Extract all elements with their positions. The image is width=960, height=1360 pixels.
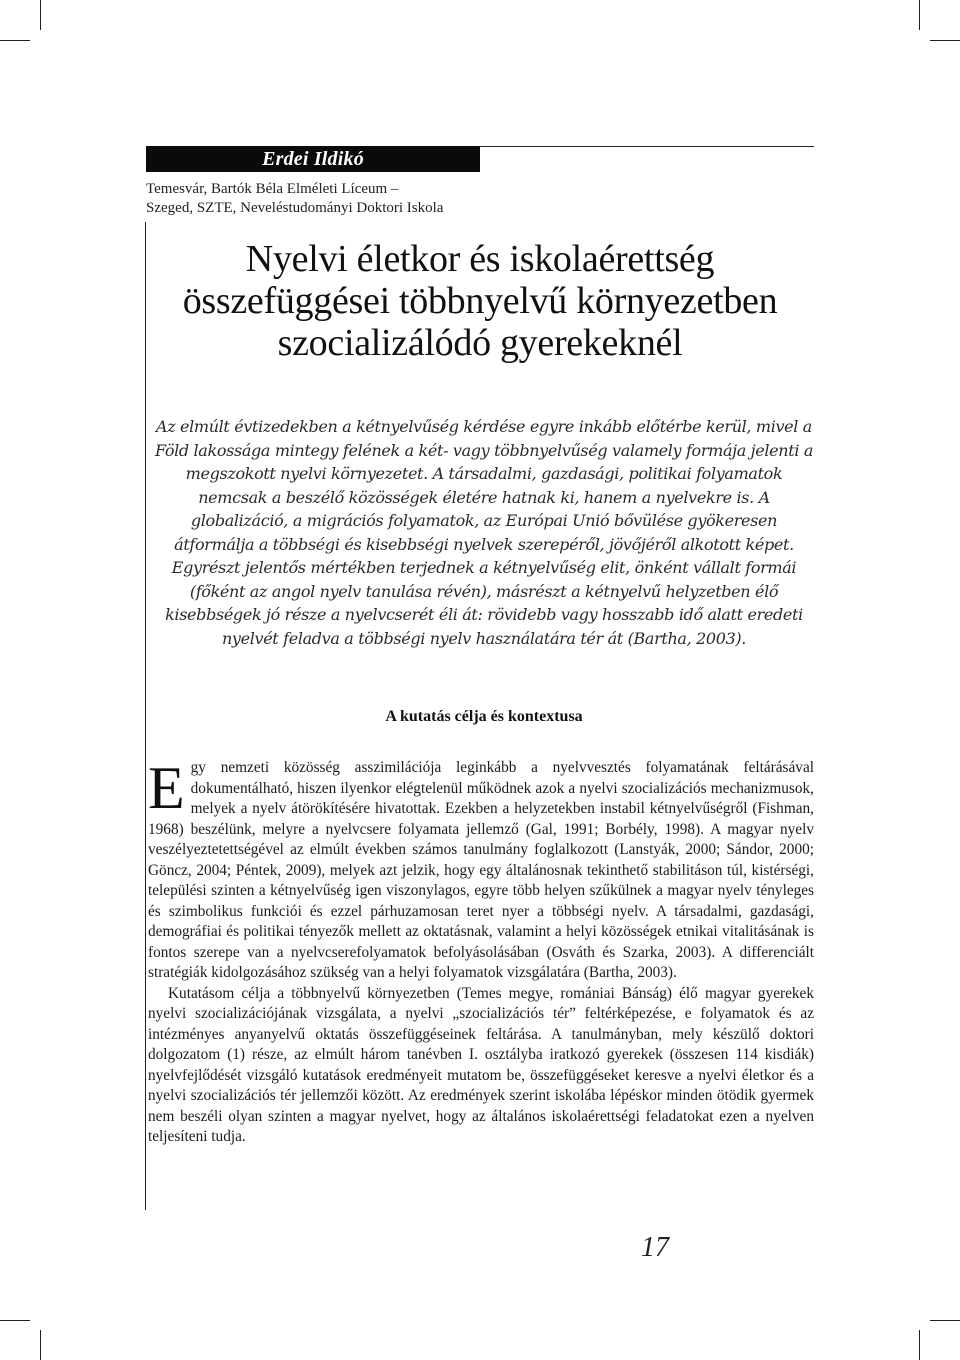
page-number: 17 bbox=[641, 1232, 669, 1263]
article-title: Nyelvi életkor és iskolaérettség összefüggései többnyelvű környezetben szocializálódó gyerekeknél bbox=[182, 238, 778, 364]
crop-mark bbox=[930, 1320, 960, 1321]
crop-mark bbox=[930, 40, 960, 41]
body-text bbox=[148, 755, 814, 1148]
crop-mark bbox=[40, 0, 41, 30]
crop-mark bbox=[919, 0, 920, 30]
affiliation-line: Temesvár, Bartók Béla Elméleti Líceum – bbox=[146, 181, 399, 197]
crop-mark bbox=[919, 1330, 920, 1360]
affiliation-line: Szeged, SZTE, Neveléstudományi Doktori Iskola bbox=[146, 200, 444, 216]
author-affiliation bbox=[146, 180, 646, 218]
drop-cap: E bbox=[148, 755, 185, 821]
crop-mark bbox=[0, 40, 30, 41]
paragraph-text: gy nemzeti közösség asszimilációja leginkább a nyelvvesztés folyamatának feltárásával dokumentálható, hiszen ilyenkor elégtelenül működnek azok a nyelvi szocializációs mechanizmusok, melyek a nyelv átörökítésére hivatottak. Ezekben a helyzetekben instabil kétnyelvűségről (Fishman, 1968) beszélünk, melyre a nyelvcsere folyamata jellemző (Gal, 1991; Borbély, 1998). A magyar nyelv veszélyeztetettségével az elmúlt években számos tanulmány foglalkozott (Lanstyák, 2000; Sándor, 2000; Göncz, 2004; Péntek, 2009), melyek azt jelzik, hogy egy általánosnak tekinthető stabilitáson túl, kistérségi, települési szinten a kétnyelvűség igen viszonylagos, egyre több helyen szűkülnek a magyar nyelv tényleges és szimbolikus funkciói és ezzel párhuzamosan teret nyer a többségi nyelv. A társadalmi, gazdasági, demográfiai és politikai tényezők mellett az oktatásnak, valamint a helyi közösségek etnikai vitalitásának is fontos szerepe van a nyelvcserefolyamatok befolyásolásában (Osváth és Szarka, 2003). A differenciált stratégiák kidolgozásához szükség van a helyi folyamatok vizsgálatára (Bartha, 2003). bbox=[148, 759, 814, 981]
paragraph: Kutatásom célja a többnyelvű környezetben (Temes megye, romániai Bánság) élő magyar gyerekek nyelvi szocializációjának vizsgálata, a nyelvi „szocializációs tér” feltérképezése, e folyamatok és az intézményes anyanyelvű oktatás összefüggéseinek feltárása. A tanulmányban, mely készülő doktori dolgozatom (1) része, az elmúlt három tanévben I. osztályba iratkozó gyerekek (összesen 114 kisdiák) nyelvfejlődését vizsgáló kutatások eredményeit mutatom be, összefüggéseket keresve a nyelvi életkor és a nyelvi szocializációs tér jellemzői között. Az eredmények szerint iskolába lépéskor minden ötödik gyermek nem beszéli olyan szinten a magyar nyelvet, hogy az általános iskolaérettségi feladatokat ezen a nyelven teljesíteni tudja. bbox=[148, 984, 814, 1145]
paragraph bbox=[148, 755, 814, 984]
crop-mark bbox=[0, 1320, 30, 1321]
crop-mark bbox=[40, 1330, 41, 1360]
author-name: Erdei Ildikó bbox=[146, 146, 480, 172]
margin-rule bbox=[145, 222, 146, 1210]
section-heading: A kutatás célja és kontextusa bbox=[385, 708, 583, 725]
abstract: Az elmúlt évtizedekben a kétnyelvűség kérdése egyre inkább előtérbe kerül, mivel a Föld lakossága mintegy felének a két- vagy többnyelvűség valamely formája jelenti a megszokott nyelvi környezetet. A társadalmi, gazdasági, politikai folyamatok nemcsak a beszélő közösségek életére hatnak ki, hanem a nyelvekre is. A globalizáció, a migrációs folyamatok, az Európai Unió bővülése gyökeresen átformálja a többségi és kisebbségi nyelvek szerepéről, jövőjéről alkotott képet. Egyrészt jelentős mértékben terjednek a kétnyelvűség elit, önként vállalt formái (főként az angol nyelv tanulása révén), másrészt a kétnyelvű helyzetben élő kisebbségek jó része a nyelvcserét éli át: rövidebb vagy hosszabb idő alatt eredeti nyelvét feladva a többségi nyelv használatára tér át (Bartha, 2003). bbox=[154, 417, 814, 648]
